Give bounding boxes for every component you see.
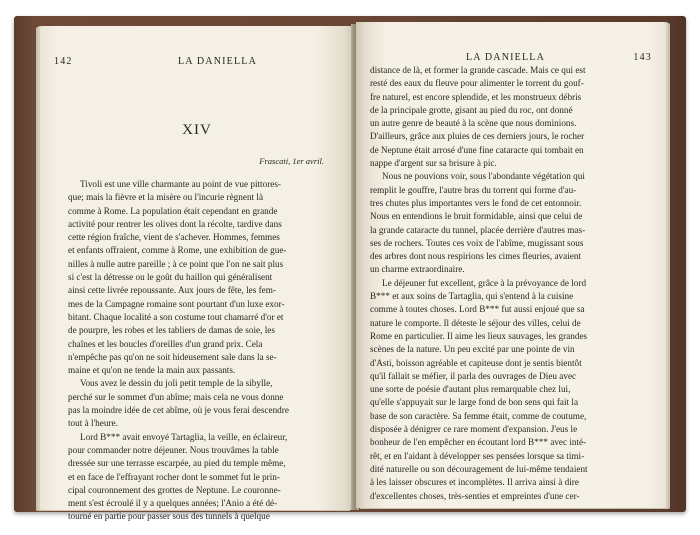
text-line: ses de rochers. Toutes ces voix de l'abîme, mugissant sous (370, 237, 584, 248)
running-title-right: LA DANIELLA (466, 52, 546, 63)
text-line: et enfants offraient, comme à Rome, une exhibition de gue- (68, 245, 287, 256)
page-number-right: 143 (633, 52, 652, 63)
text-line: nature le comporte. Il déteste le séjour des villes, celui de (370, 317, 581, 328)
text-line: un charme extraordinaire. (370, 264, 465, 275)
chapter-heading: XIV (182, 122, 212, 138)
text-line: un autre genre de beauté à la scène que nous dominions. (370, 118, 577, 129)
text-line: fre naturel, est encore splendide, et les monstrueux débris (370, 91, 582, 102)
text-line: comme à toutes choses. Lord B*** fut aussi enjoué que sa (370, 304, 585, 315)
text-line: qu'elle s'appuyait sur le large fond de bon sens qui fait la (370, 397, 579, 408)
text-line: bonheur de l'en empêcher en écoutant lord B*** avec inté- (370, 437, 587, 448)
text-line: des arbres dont nous respirions les cimes fleuries, avaient (370, 251, 581, 262)
text-line: dité naturelle ou son découragement de lui-même tendaient (370, 463, 588, 474)
right-page (356, 22, 666, 508)
text-line: D'ailleurs, grâce aux pluies de ces derniers jours, le rocher (370, 131, 585, 142)
text-line: scènes de la nature. Un peu excité par une pointe de vin (370, 344, 575, 355)
text-line: que; mais la fièvre et la misère ou l'incurie règnent là (68, 192, 264, 203)
text-line: dressée sur une terrasse escarpée, au pied du temple même, (68, 458, 286, 469)
text-line: si c'est la détresse ou le goût du haillon qui généralisent (68, 272, 273, 283)
running-title-left: LA DANIELLA (178, 56, 258, 67)
text-line: distance de là, et former la grande cascade. Mais ce qui est (370, 65, 586, 75)
text-line: nilles à nulle autre pareille ; à ce point que l'on ne sait plus (68, 258, 284, 269)
text-line: tout à l'heure. (68, 418, 118, 429)
text-line: pas la moindre idée de cet abîme, où je vous ferai descendre (68, 405, 289, 416)
text-line: de la principale grotte, gisant au pied du roc, ont donné (370, 104, 573, 115)
text-line: la grande cataracte du tunnel, placée derrière d'autres mas- (370, 224, 586, 235)
text-line: resté des eaux du fleuve pour alimenter le torrent du gouf- (370, 78, 584, 89)
dateline: Frascati, 1er avril. (259, 156, 324, 166)
text-line: cipal couronnement des grottes de Neptune. Le couronne- (68, 484, 281, 495)
text-line: qu'il fallait se méfier, il parla des ouvrages de Dieu avec (370, 370, 577, 381)
text-line: remplit le gouffre, l'autre bras du torrent qui forme d'au- (370, 184, 577, 195)
text-line: Lord B*** avait envoyé Tartaglia, la veille, en éclaireur, (80, 431, 288, 442)
text-line: n'empêche pas qu'on ne soit hideusement sale dans la se- (68, 351, 277, 362)
text-line: Rome en particulier. Il aime les lieux sauvages, les grandes (370, 330, 588, 341)
text-line: Nous ne pouvions voir, sous l'abondante végétation qui (382, 171, 585, 182)
text-line: d'Asti, boisson agréable et capiteuse dont je sentis bientôt (370, 357, 582, 368)
text-line: disposée à dénigrer ce rare moment d'expansion. J'eus le (370, 424, 578, 435)
right-page-text (370, 64, 650, 503)
text-line: maine et qu'on ne tende la main aux passants. (68, 365, 236, 376)
page-number-left: 142 (54, 56, 73, 67)
text-line: tres chutes plus importantes vers le fond de cet entonnoir. (370, 197, 582, 208)
text-line: mes de la Campagne romaine sont pourtant d'un luxe exor- (68, 298, 285, 309)
left-page-text (68, 178, 340, 524)
text-line: ainsi cette livrée repoussante. Aux jours de fête, les fem- (68, 285, 276, 296)
text-line: de pourpre, les robes et les tabliers de damas de soie, les (68, 325, 275, 336)
text-line: une sorte de poésie d'autant plus remarquable chez lui, (370, 384, 571, 395)
text-line: Vous avez le dessin du joli petit temple de la sibylle, (80, 378, 273, 389)
text-line: activité pour rentrer les olives dont la récolte, tardive dans (68, 218, 282, 229)
text-line: chaînes et les boucles d'oreilles d'un grand prix. Cela (68, 338, 263, 349)
text-line: base de son caractère. Sa femme était, comme de coutume, (370, 410, 587, 421)
text-line: nappe d'argent sur sa brisure à pic. (370, 158, 497, 169)
text-line: Nous en entendions le bruit formidable, ainsi que celui de (370, 211, 583, 222)
text-line: d'excellentes choses, très-senties et empreintes d'une cer- (370, 490, 580, 501)
text-line: B*** et aux soins de Tartaglia, qui s'entend à la cuisine (370, 291, 574, 302)
text-line: Tivoli est une ville charmante au point de vue pittores- (80, 179, 281, 189)
text-line: rêt, et en l'aidant à développer ses pensées lorsque sa timi- (370, 450, 585, 461)
text-line: de Neptune était arrosé d'une fine cataracte qui tombait en (370, 144, 584, 155)
text-line: bitant. Chaque localité a son costume tout chamarré d'or et (68, 311, 284, 322)
text-line: Le déjeuner fut excellent, grâce à la prévoyance de lord (382, 277, 587, 288)
text-line: perché sur le sommet d'un abîme; mais cela ne vous donne (68, 391, 284, 402)
text-line: cette région fraîche, vient de s'achever. Hommes, femmes (68, 232, 280, 243)
text-line: et en face de l'effrayant rocher dont le sommet fut le prin- (68, 471, 280, 482)
text-line: tourné en partie pour passer sous des tunnels à quelque (68, 511, 270, 522)
text-line: comme à Rome. La population était cependant en grande (68, 205, 278, 216)
left-page (40, 26, 354, 522)
text-line: pour commander notre déjeuner. Nous trouvâmes la table (68, 444, 279, 455)
text-line: ment s'est écroulé il y a quelques années; l'Anio a été dé- (68, 498, 278, 509)
text-line: à les laisser obscures et incomplètes. Il arriva ainsi à dire (370, 477, 579, 488)
